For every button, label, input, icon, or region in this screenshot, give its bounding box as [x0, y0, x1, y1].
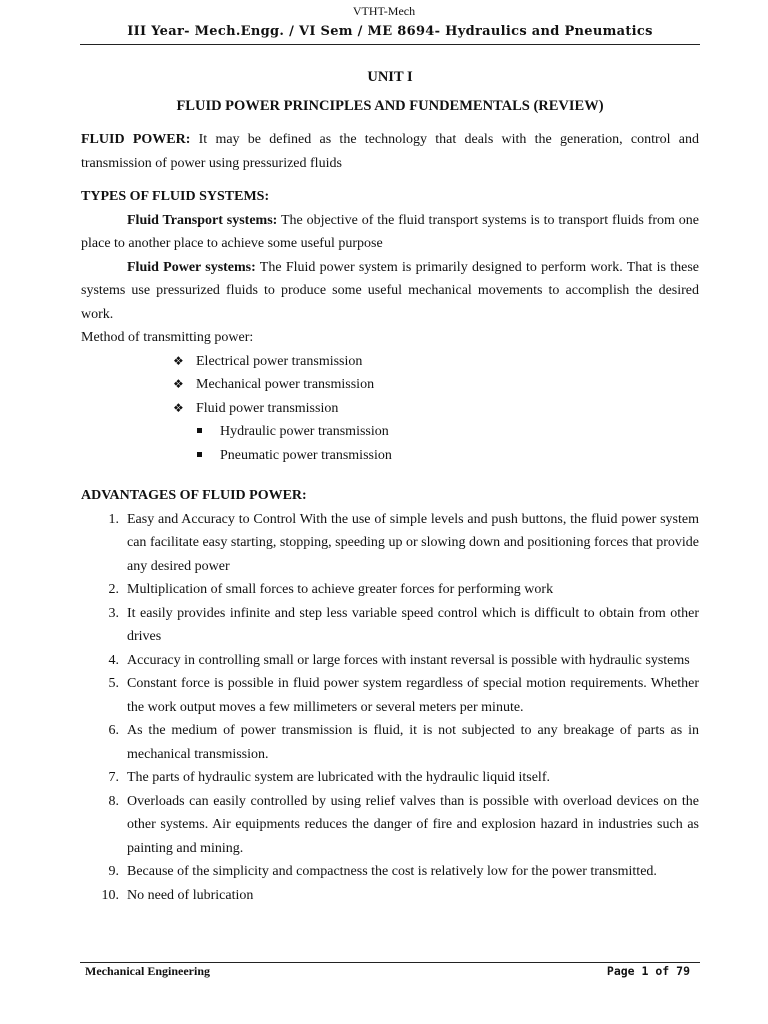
advantage-item: 4. Accuracy in controlling small or large forces with instant reversal is possible with hydraulic systems: [108, 652, 690, 668]
advantage-item: 5. Constant force is possible in fluid power system regardless of special motion requirements. Whether the work output moves a few millimeters or several meters per minute.: [108, 676, 699, 715]
header-rule: [80, 44, 700, 45]
fluid-transport-term: Fluid Transport systems:: [127, 212, 278, 228]
advantage-item: 10. No need of lubrication: [101, 887, 254, 903]
advantage-item: 6. As the medium of power transmission is fluid, it is not subjected to any breakage of parts as in mechanical transmission.: [108, 723, 699, 762]
advantages-list: [81, 508, 699, 908]
advantage-item: 3. It easily provides infinite and step less variable speed control which is difficult to obtain from other drives: [108, 605, 699, 644]
fluid-power-term: FLUID POWER:: [81, 132, 191, 147]
header-top: VTHT-Mech: [352, 4, 416, 18]
fluid-transport-text: The objective of the fluid transport systems is to transport fluids from one place to another place to achieve some useful purpose: [81, 212, 700, 251]
method-item: ❖ Fluid power transmission: [173, 397, 699, 421]
method-list: [81, 350, 699, 421]
advantage-item: 2. Multiplication of small forces to achieve greater forces for performing work: [108, 582, 554, 597]
method-heading: Method of transmitting power:: [81, 330, 254, 345]
footer-department: Mechanical Engineering: [85, 964, 210, 978]
advantage-item: 1. Easy and Accuracy to Control With the use of simple levels and push buttons, the fluid power system can facilitate easy starting, stopping, speeding up or slowing down and positioning forces that provide any desired power: [108, 511, 699, 574]
unit-title: UNIT I: [367, 69, 413, 85]
diamond-bullet-icon: ❖: [173, 377, 184, 391]
footer-rule: [80, 962, 700, 963]
method-sub-list: [81, 420, 699, 467]
method-item: ❖ Mechanical power transmission: [173, 373, 699, 397]
fluid-power-systems-paragraph: [81, 256, 699, 327]
fluid-power-definition: [81, 128, 699, 175]
advantage-item: 9. Because of the simplicity and compactness the cost is relatively low for the power transmitted.: [108, 864, 657, 879]
fluid-power-systems-term: Fluid Power systems:: [127, 259, 256, 275]
page-content: [81, 66, 699, 907]
types-heading: TYPES OF FLUID SYSTEMS:: [81, 189, 270, 204]
square-bullet-icon: [197, 428, 202, 433]
fluid-transport-paragraph: [81, 209, 699, 256]
chapter-title: FLUID POWER PRINCIPLES AND FUNDEMENTALS (REVIEW): [176, 97, 604, 114]
method-item: ❖ Electrical power transmission: [173, 350, 699, 374]
advantage-item: 7. The parts of hydraulic system are lubricated with the hydraulic liquid itself.: [108, 770, 550, 785]
header-subtitle: III Year- Mech.Engg. / VI Sem / ME 8694- Hydraulics and Pneumatics: [127, 24, 653, 39]
diamond-bullet-icon: ❖: [173, 400, 184, 415]
footer-page-number: Page 1 of 79: [606, 964, 690, 978]
fluid-power-text: It may be defined as the technology that deals with the generation, control and transmission of power using pressurized fluids: [81, 132, 699, 171]
advantages-heading: ADVANTAGES OF FLUID POWER:: [81, 488, 307, 503]
method-sub-item: Pneumatic power transmission: [197, 444, 699, 468]
advantage-item: 8. Overloads can easily controlled by using relief valves than is possible with overload devices on the other systems. Air equipments reduces the danger of fire and explosion hazard in industries such as painting and mining.: [108, 793, 699, 856]
method-sub-item: Hydraulic power transmission: [197, 420, 699, 444]
square-bullet-icon: [197, 452, 202, 457]
fluid-power-systems-text: The Fluid power system is primarily designed to perform work. That is these systems use pressurized fluids to produce some useful mechanical movements to accomplish the desired work.: [81, 259, 699, 322]
diamond-bullet-icon: ❖: [173, 353, 184, 368]
